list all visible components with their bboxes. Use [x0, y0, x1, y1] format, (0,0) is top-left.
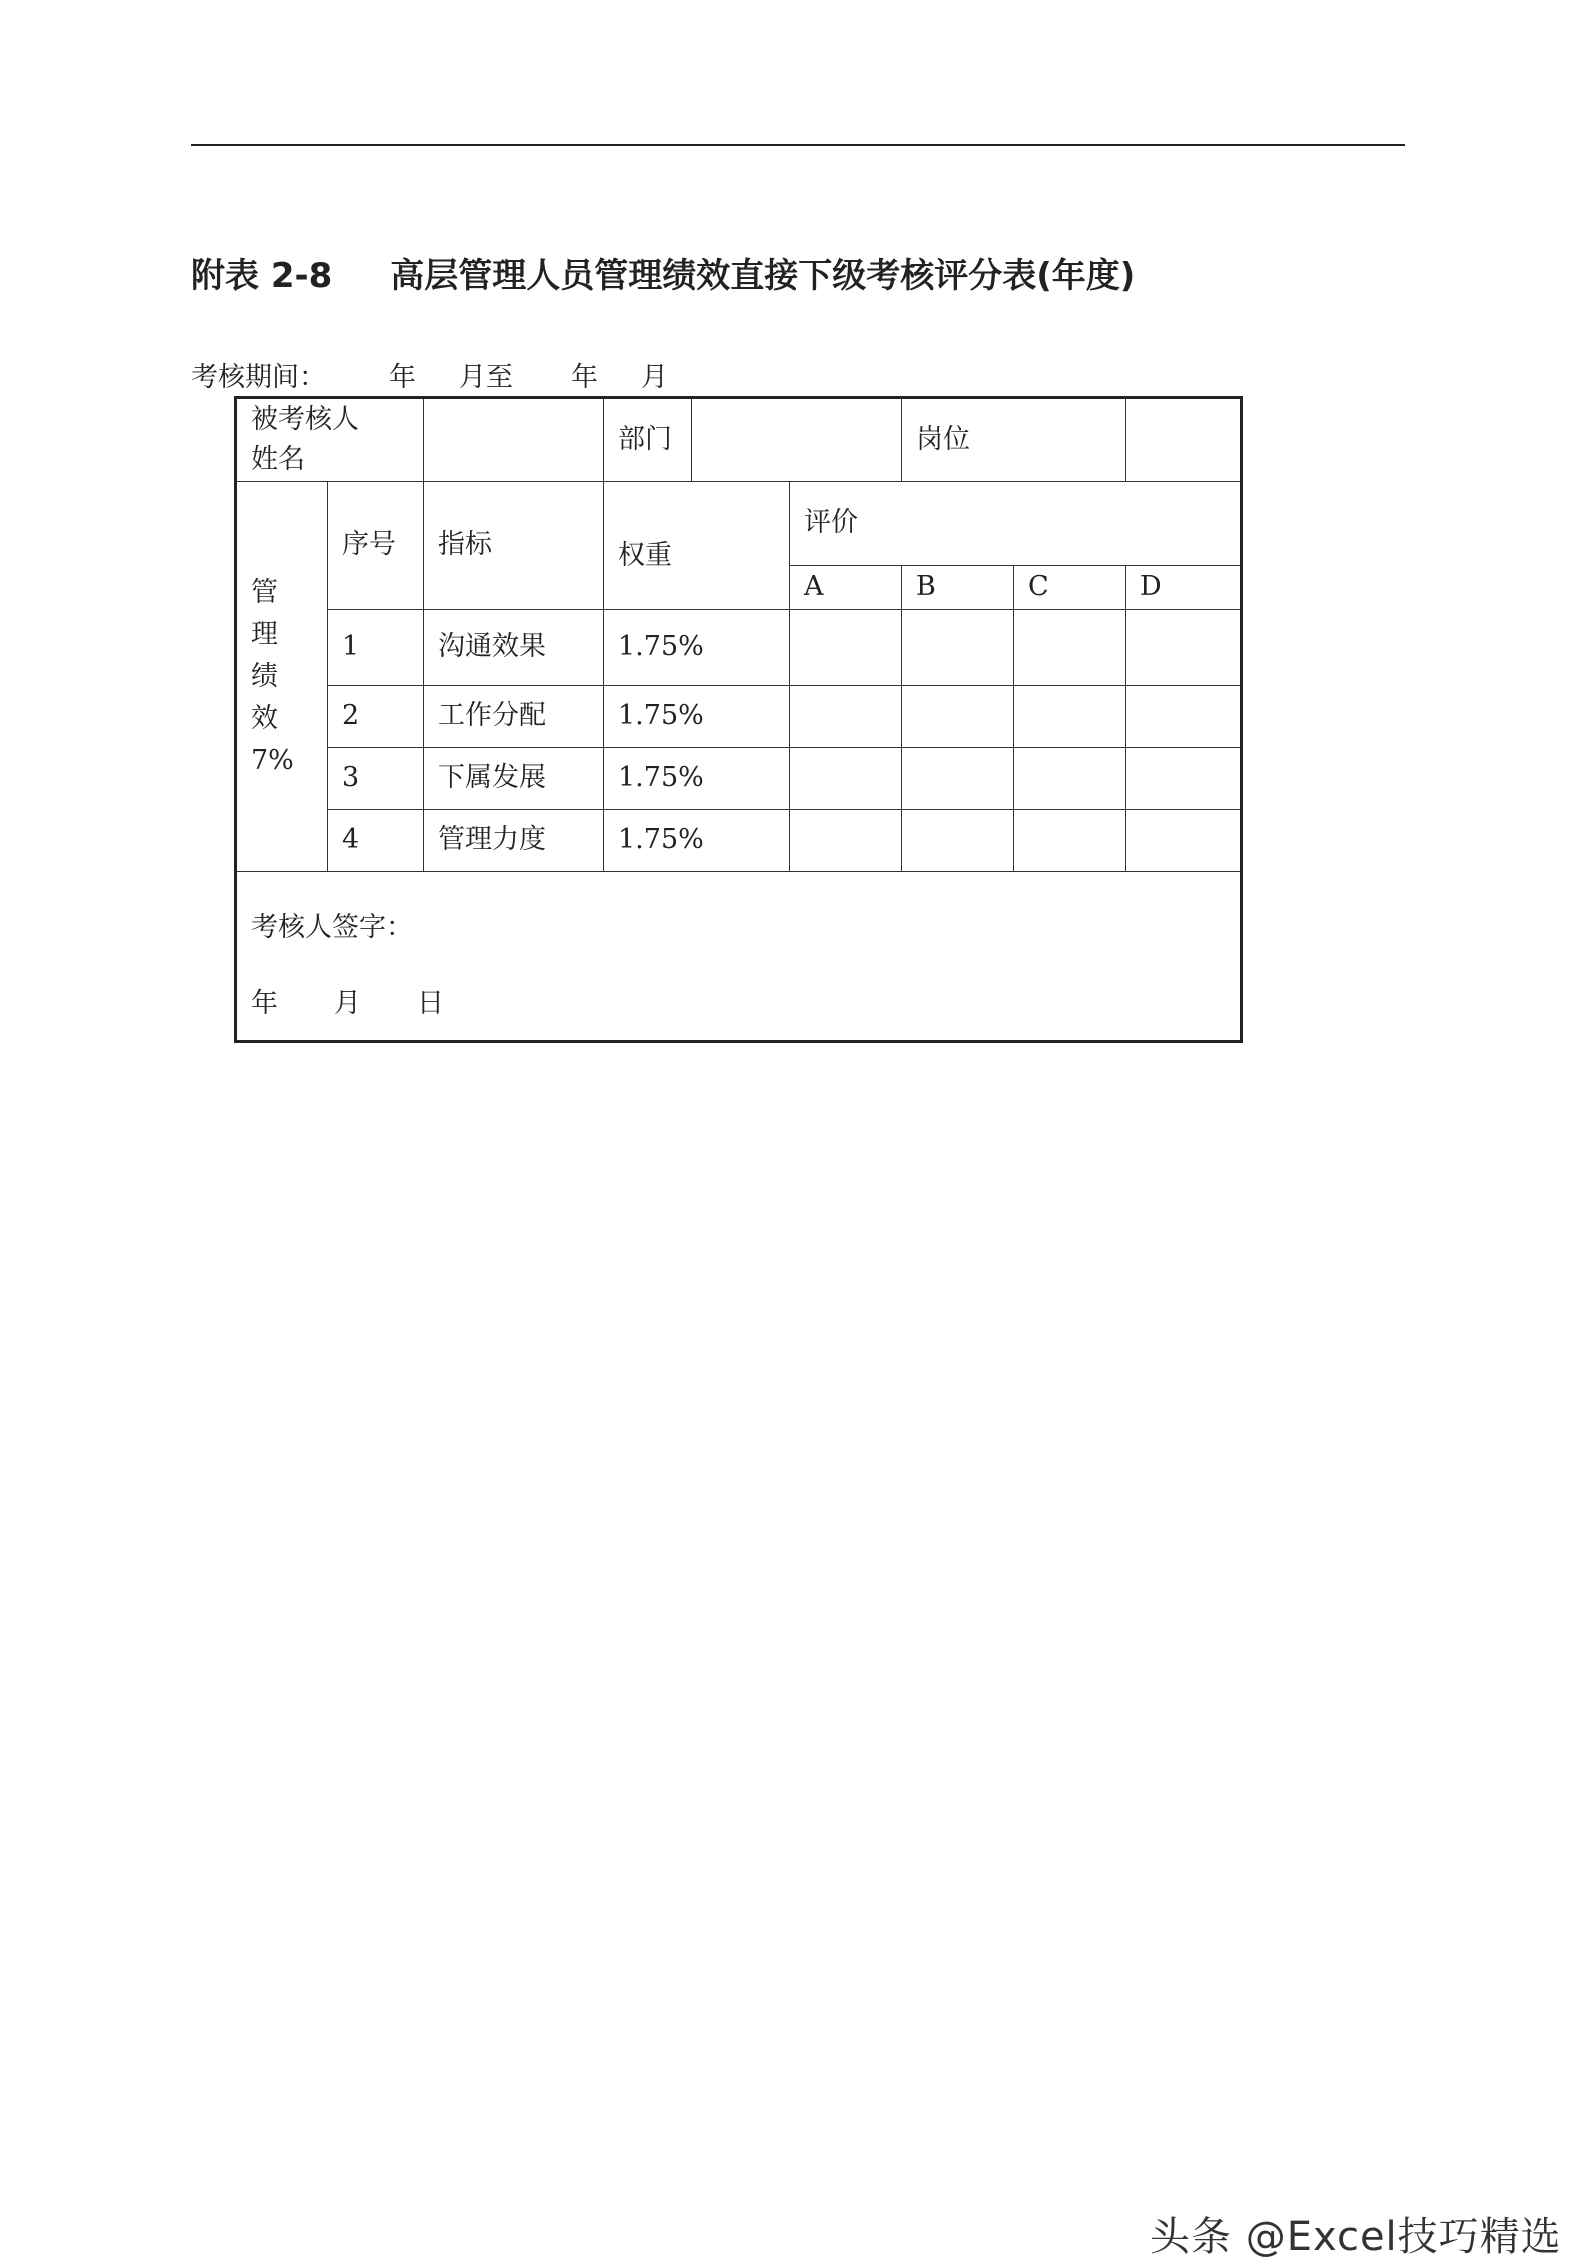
table-row [236, 810, 1242, 872]
grade-a-cell[interactable] [790, 686, 902, 748]
grade-c-cell[interactable] [1014, 686, 1126, 748]
row-seq: 4 [328, 810, 424, 872]
document-title [191, 248, 1135, 297]
grade-c-cell[interactable] [1014, 810, 1126, 872]
date-day: 日 [417, 988, 444, 1019]
row-indicator: 工作分配 [424, 686, 604, 748]
period-year-2: 年 [571, 362, 598, 393]
period-month-2: 月 [641, 362, 668, 393]
grade-c-cell[interactable] [1014, 610, 1126, 686]
row-seq: 2 [328, 686, 424, 748]
dept-value-cell[interactable] [692, 398, 902, 482]
name-value-cell[interactable] [424, 398, 604, 482]
period-label: 考核期间： [191, 362, 326, 393]
date-month: 月 [334, 988, 361, 1019]
table-row [236, 686, 1242, 748]
category-cell [236, 482, 328, 872]
row-weight: 1.75% [604, 610, 790, 686]
title-number: 附表 2-8 [191, 256, 333, 296]
signature-date [251, 984, 1240, 1025]
evaluation-header: 评价 [790, 482, 1242, 566]
grade-a-cell[interactable] [790, 748, 902, 810]
row-weight: 1.75% [604, 810, 790, 872]
date-year: 年 [251, 988, 278, 1019]
period-year-1: 年 [389, 362, 416, 393]
row-seq: 1 [328, 610, 424, 686]
grade-d-header: D [1126, 566, 1242, 610]
post-label-cell: 岗位 [902, 398, 1126, 482]
signature-row [236, 872, 1242, 1042]
dept-label-cell: 部门 [604, 398, 692, 482]
grade-b-header: B [902, 566, 1014, 610]
signature-label: 考核人签字： [251, 911, 413, 943]
row-weight: 1.75% [604, 686, 790, 748]
name-label-line2: 姓名 [251, 444, 305, 475]
row-weight: 1.75% [604, 748, 790, 810]
assessment-form-table [234, 396, 1243, 1043]
grade-d-cell[interactable] [1126, 748, 1242, 810]
grade-c-cell[interactable] [1014, 748, 1126, 810]
grade-b-cell[interactable] [902, 686, 1014, 748]
category-label: 管理绩效7% [251, 576, 294, 776]
watermark-text: 头条 @Excel技巧精选 [1150, 2214, 1562, 2260]
period-month-to: 月至 [459, 362, 513, 393]
row-indicator: 下属发展 [424, 748, 604, 810]
row-indicator: 沟通效果 [424, 610, 604, 686]
grade-b-cell[interactable] [902, 610, 1014, 686]
grade-a-cell[interactable] [790, 810, 902, 872]
row-indicator: 管理力度 [424, 810, 604, 872]
column-header-row [236, 482, 1242, 566]
grade-b-cell[interactable] [902, 810, 1014, 872]
grade-a-cell[interactable] [790, 610, 902, 686]
grade-b-cell[interactable] [902, 748, 1014, 810]
header-info-row [236, 398, 1242, 482]
weight-header: 权重 [604, 482, 790, 610]
grade-d-cell[interactable] [1126, 686, 1242, 748]
grade-d-cell[interactable] [1126, 610, 1242, 686]
grade-c-header: C [1014, 566, 1126, 610]
seq-header: 序号 [328, 482, 424, 610]
title-text: 高层管理人员管理绩效直接下级考核评分表(年度) [390, 256, 1136, 296]
table-row [236, 748, 1242, 810]
signature-cell[interactable] [236, 872, 1242, 1042]
table-row [236, 610, 1242, 686]
grade-a-header: A [790, 566, 902, 610]
row-seq: 3 [328, 748, 424, 810]
name-label-line1: 被考核人 [251, 403, 359, 435]
indicator-header: 指标 [424, 482, 604, 610]
post-value-cell[interactable] [1126, 398, 1242, 482]
top-rule [191, 144, 1405, 146]
grade-d-cell[interactable] [1126, 810, 1242, 872]
name-label-cell [236, 398, 424, 482]
